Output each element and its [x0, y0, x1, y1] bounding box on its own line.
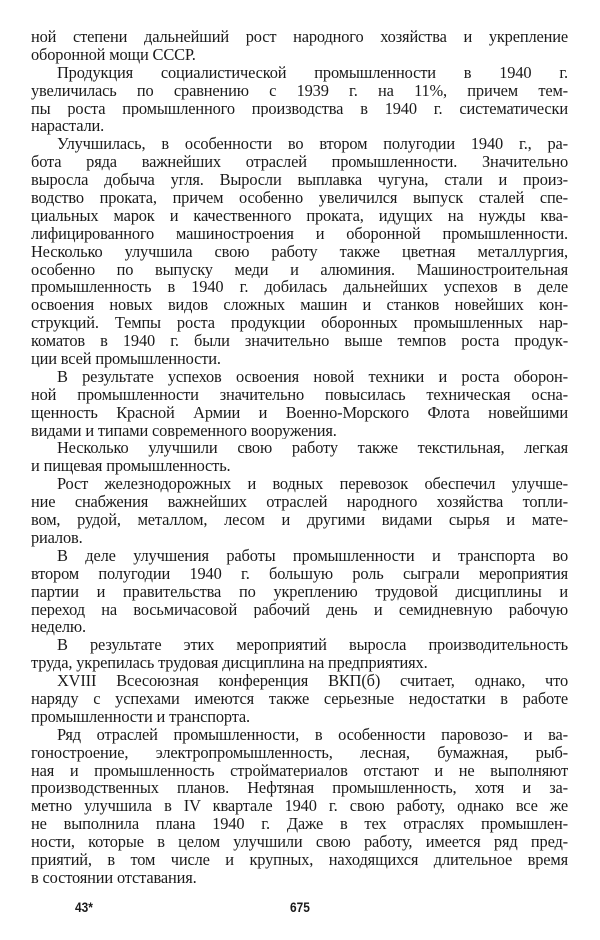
text-line: риалов. — [31, 528, 83, 547]
text-line: освоения новых видов сложных машин и станков новейших кон- — [31, 296, 568, 315]
text-line: втором полугодии 1940 г. большую роль сыграли мероприятия — [31, 564, 568, 583]
text-line: вом, рудой, металлом, лесом и другими видами сырья и мате- — [31, 511, 568, 529]
text-line: особенно по выпуску меди и алюминия. Машиностроительная — [31, 260, 568, 279]
text-line: ние снабжения важнейших отраслей народного хозяйства топли- — [31, 493, 568, 512]
text-line: видами и типами современного вооружения. — [31, 421, 337, 440]
paragraph — [31, 64, 568, 136]
text-line: метно улучшила в IV квартале 1940 г. свою работу, однако все же — [31, 797, 568, 816]
text-line: нарастали. — [31, 117, 105, 136]
paragraph — [31, 135, 568, 368]
text-line: гоностроение, электропромышленность, лесная, бумажная, рыб- — [31, 743, 568, 762]
text-line: Продукция социалистической промышленности в 1940 г. — [57, 63, 568, 82]
text-line: ции всей промышленности. — [31, 350, 221, 368]
text-line: пы роста промышленного производства в 1940 г. систематически — [31, 99, 568, 118]
text-line: партии и правительства по укреплению трудовой дисциплины и — [31, 582, 568, 601]
paragraph — [31, 368, 568, 440]
text-line: промышленность в 1940 г. добилась дальнейших успехов в деле — [31, 278, 568, 297]
text-line: в состоянии отставания. — [31, 868, 197, 887]
text-line: В результате успехов освоения новой техники и роста оборон- — [57, 367, 568, 386]
text-line: ной промышленности значительно повысилась техническая осна- — [31, 385, 568, 404]
text-line: и пищевая промышленность. — [31, 457, 231, 476]
paragraph — [31, 672, 568, 726]
paragraph — [31, 475, 568, 547]
text-line: циальных марок и качественного проката, идущих на нужды ква- — [31, 206, 568, 225]
text-line: оборонной мощи СССР. — [31, 45, 196, 64]
paragraph — [31, 28, 568, 64]
text-line: Улучшилась, в особенности во втором полугодии 1940 г., ра- — [57, 135, 568, 154]
text-line: ная и промышленность стройматериалов отстают и не выполняют — [31, 761, 568, 780]
text-line: струкций. Темпы роста продукции оборонных промышленных нар- — [31, 314, 568, 333]
page-number: 675 — [290, 899, 310, 915]
text-line: не выполнила плана 1940 г. Даже в тех отраслях промышлен- — [31, 815, 568, 834]
text-line: труда, укрепилась трудовая дисциплина на предприятиях. — [31, 654, 428, 673]
text-line: неделю. — [31, 618, 86, 637]
text-line: приятий, в том числе и крупных, находящихся длительное время — [31, 850, 568, 869]
text-line: XVIII Всесоюзная конференция ВКП(б) считает, однако, что — [57, 672, 568, 690]
text-line: коматов в 1940 г. были значительно выше темпов роста продук- — [31, 332, 568, 351]
text-line: ной степени дальнейший рост народного хозяйства и укрепление — [31, 28, 568, 46]
text-line: Ряд отраслей промышленности, в особенности паровозо- и ва- — [57, 725, 568, 744]
paragraph — [31, 439, 568, 475]
paragraph — [31, 726, 568, 887]
text-line: увеличилась по сравнению с 1939 г. на 11%, причем тем- — [31, 81, 568, 100]
page-body-text — [31, 28, 568, 887]
text-line: Несколько улучшила свою работу также цветная металлургия, — [31, 242, 568, 261]
text-line: Рост железнодорожных и водных перевозок обеспечил улучше- — [57, 475, 568, 494]
text-line: ности, которые в целом улучшили свою работу, имеется ряд пред- — [31, 833, 568, 851]
text-line: производственных планов. Нефтяная промышленность, хотя и за- — [31, 779, 568, 798]
text-line: водство проката, причем особенно увеличился выпуск сталей спе- — [31, 189, 568, 207]
text-line: лифицированного машиностроения и оборонной промышленности. — [31, 224, 568, 243]
text-line: выросла добыча угля. Выросли выплавка чугуна, стали и произ- — [31, 171, 568, 190]
paragraph — [31, 636, 568, 672]
paragraph — [31, 547, 568, 636]
text-line: щенность Красной Армии и Военно-Морского Флота новейшими — [31, 403, 568, 422]
text-line: переход на восьмичасовой рабочий день и семидневную рабочую — [31, 600, 568, 619]
text-line: наряду с успехами имеются также серьезные недостатки в работе — [31, 689, 568, 708]
text-line: бота ряда важнейших отраслей промышленности. Значительно — [31, 153, 568, 172]
printer-signature-mark: 43* — [75, 899, 93, 915]
text-line: В результате этих мероприятий выросла производительность — [57, 636, 568, 655]
text-line: промышленности и транспорта. — [31, 707, 250, 726]
text-line: В деле улучшения работы промышленности и транспорта во — [57, 546, 568, 565]
text-line: Несколько улучшили свою работу также текстильная, легкая — [57, 439, 568, 458]
